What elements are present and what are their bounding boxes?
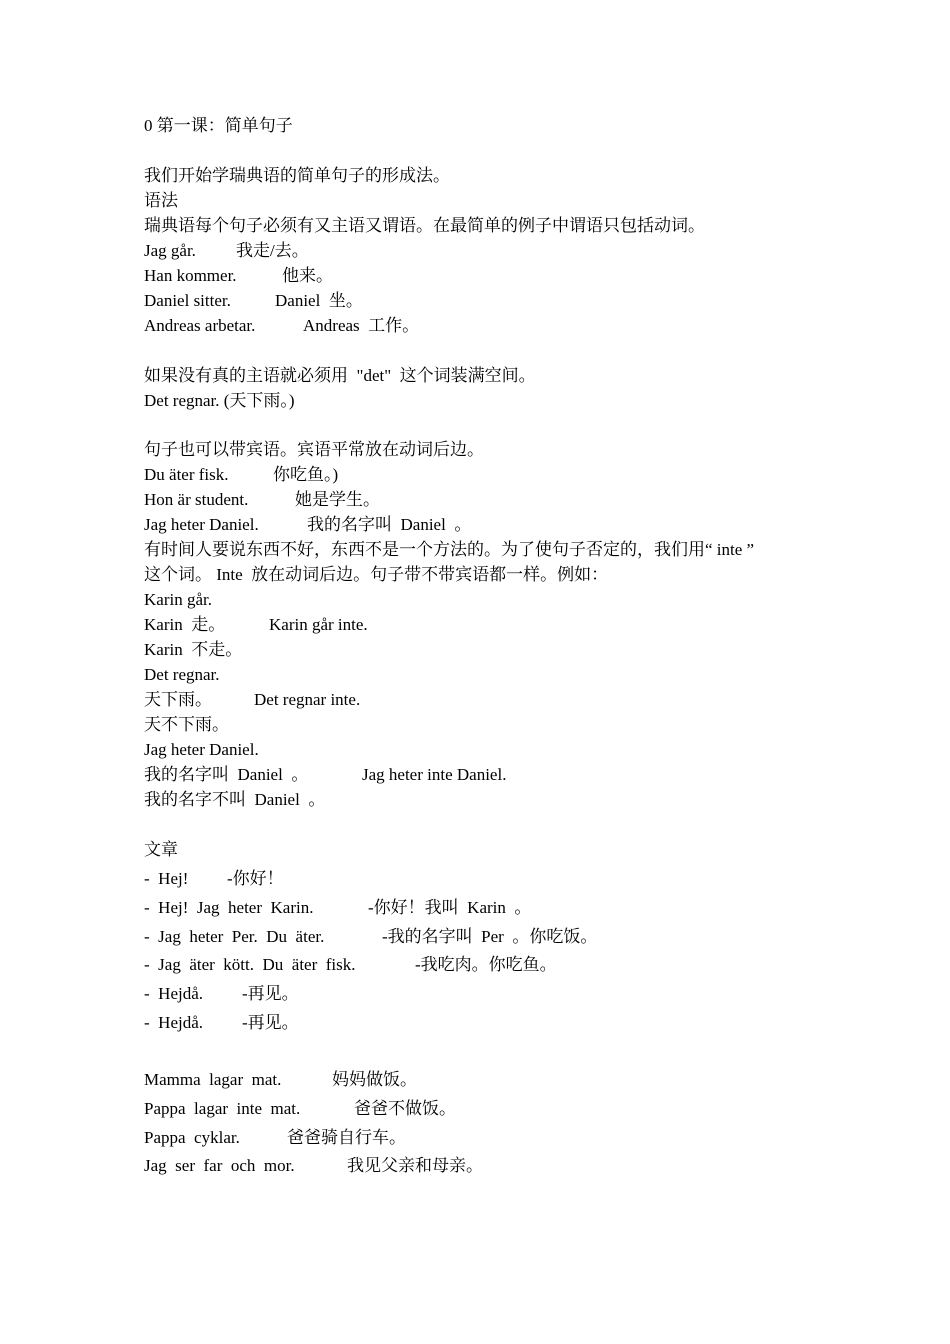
object-rule: 句子也可以带宾语。宾语平常放在动词后边。 bbox=[144, 440, 484, 459]
example-zh: Karin 走。 bbox=[144, 615, 226, 634]
intro-text: 我们开始学瑞典语的简单句子的形成法。 bbox=[144, 166, 450, 185]
dialogue-sv: - Hej! bbox=[144, 869, 189, 888]
article-heading: 文章 bbox=[144, 840, 178, 859]
example-zh: Daniel 坐。 bbox=[275, 291, 363, 310]
example-sv: Daniel sitter. bbox=[144, 291, 231, 310]
dialogue-zh: -再见。 bbox=[242, 984, 299, 1003]
sentence-line bbox=[144, 1070, 417, 1090]
example-zh: 我的名字叫 Daniel 。 bbox=[307, 515, 472, 534]
example-zh: 他来。 bbox=[282, 266, 333, 285]
dialogue-zh: -我吃肉。你吃鱼。 bbox=[415, 955, 557, 974]
example-sv: Du äter fisk. bbox=[144, 465, 229, 484]
dialogue-sv: - Hej! Jag heter Karin. bbox=[144, 898, 314, 917]
example-line bbox=[144, 291, 363, 311]
sentence-sv: Pappa lagar inte mat. bbox=[144, 1099, 301, 1118]
lesson-title: 0 第一课：简单句子 bbox=[144, 116, 293, 135]
sentence-sv: Jag ser far och mor. bbox=[144, 1156, 295, 1175]
example-line bbox=[144, 515, 472, 535]
dialogue-line bbox=[144, 955, 557, 975]
dialogue-zh: -你好！我叫 Karin 。 bbox=[368, 898, 532, 917]
dialogue-line bbox=[144, 984, 299, 1004]
example-zh: 我的名字叫 Daniel 。 bbox=[144, 765, 309, 784]
example-line bbox=[144, 266, 333, 286]
dialogue-line bbox=[144, 869, 284, 889]
example-sv: Han kommer. bbox=[144, 266, 237, 285]
example-line bbox=[144, 241, 309, 261]
example-sv: Jag heter inte Daniel. bbox=[362, 765, 507, 784]
grammar-heading: 语法 bbox=[144, 191, 178, 210]
det-example: Det regnar. (天下雨。) bbox=[144, 391, 295, 410]
example-sv: Karin går inte. bbox=[269, 615, 368, 634]
negation-example: Det regnar. bbox=[144, 665, 220, 684]
sentence-zh: 爸爸骑自行车。 bbox=[287, 1128, 406, 1147]
example-zh: 天下雨。 bbox=[144, 690, 212, 709]
sentence-sv: Pappa cyklar. bbox=[144, 1128, 240, 1147]
sentence-zh: 妈妈做饭。 bbox=[332, 1070, 417, 1089]
example-line bbox=[144, 465, 339, 485]
negation-example: Jag heter Daniel. bbox=[144, 740, 259, 759]
negation-rule: 这个词。 Inte 放在动词后边。句子带不带宾语都一样。例如： bbox=[144, 565, 609, 584]
dialogue-sv: - Jag äter kött. Du äter fisk. bbox=[144, 955, 356, 974]
negation-example bbox=[144, 765, 507, 785]
sentence-zh: 我见父亲和母亲。 bbox=[347, 1156, 483, 1175]
example-zh: 我走/去。 bbox=[236, 241, 309, 260]
negation-example bbox=[144, 690, 361, 710]
example-zh: Andreas 工作。 bbox=[303, 316, 420, 335]
det-rule: 如果没有真的主语就必须用 "det" 这个词装满空间。 bbox=[144, 366, 536, 385]
dialogue-line bbox=[144, 1013, 299, 1033]
example-sv: Andreas arbetar. bbox=[144, 316, 256, 335]
dialogue-sv: - Hejdå. bbox=[144, 1013, 204, 1032]
example-line bbox=[144, 490, 380, 510]
sentence-line bbox=[144, 1156, 483, 1176]
dialogue-line bbox=[144, 927, 598, 947]
dialogue-zh: -你好！ bbox=[227, 869, 284, 888]
sentence-sv: Mamma lagar mat. bbox=[144, 1070, 282, 1089]
sentence-zh: 爸爸不做饭。 bbox=[354, 1099, 456, 1118]
negation-example bbox=[144, 615, 368, 635]
dialogue-sv: - Jag heter Per. Du äter. bbox=[144, 927, 325, 946]
negation-example: 天不下雨。 bbox=[144, 715, 229, 734]
dialogue-zh: -我的名字叫 Per 。你吃饭。 bbox=[382, 927, 598, 946]
example-zh: 她是学生。 bbox=[295, 490, 380, 509]
example-sv: Jag går. bbox=[144, 241, 196, 260]
negation-example: Karin 不走。 bbox=[144, 640, 243, 659]
example-sv: Jag heter Daniel. bbox=[144, 515, 259, 534]
negation-rule: 有时间人要说东西不好，东西不是一个方法的。为了使句子否定的，我们用“ inte ” bbox=[144, 540, 755, 559]
example-sv: Det regnar inte. bbox=[254, 690, 361, 709]
example-line bbox=[144, 316, 420, 336]
example-zh: 你吃鱼。) bbox=[273, 465, 339, 484]
sentence-line bbox=[144, 1099, 456, 1119]
grammar-rule: 瑞典语每个句子必须有又主语又谓语。在最简单的例子中谓语只包括动词。 bbox=[144, 216, 705, 235]
dialogue-zh: -再见。 bbox=[242, 1013, 299, 1032]
dialogue-sv: - Hejdå. bbox=[144, 984, 204, 1003]
negation-example: 我的名字不叫 Daniel 。 bbox=[144, 790, 326, 809]
negation-example: Karin går. bbox=[144, 590, 212, 609]
example-sv: Hon är student. bbox=[144, 490, 249, 509]
sentence-line bbox=[144, 1128, 406, 1148]
dialogue-line bbox=[144, 898, 532, 918]
